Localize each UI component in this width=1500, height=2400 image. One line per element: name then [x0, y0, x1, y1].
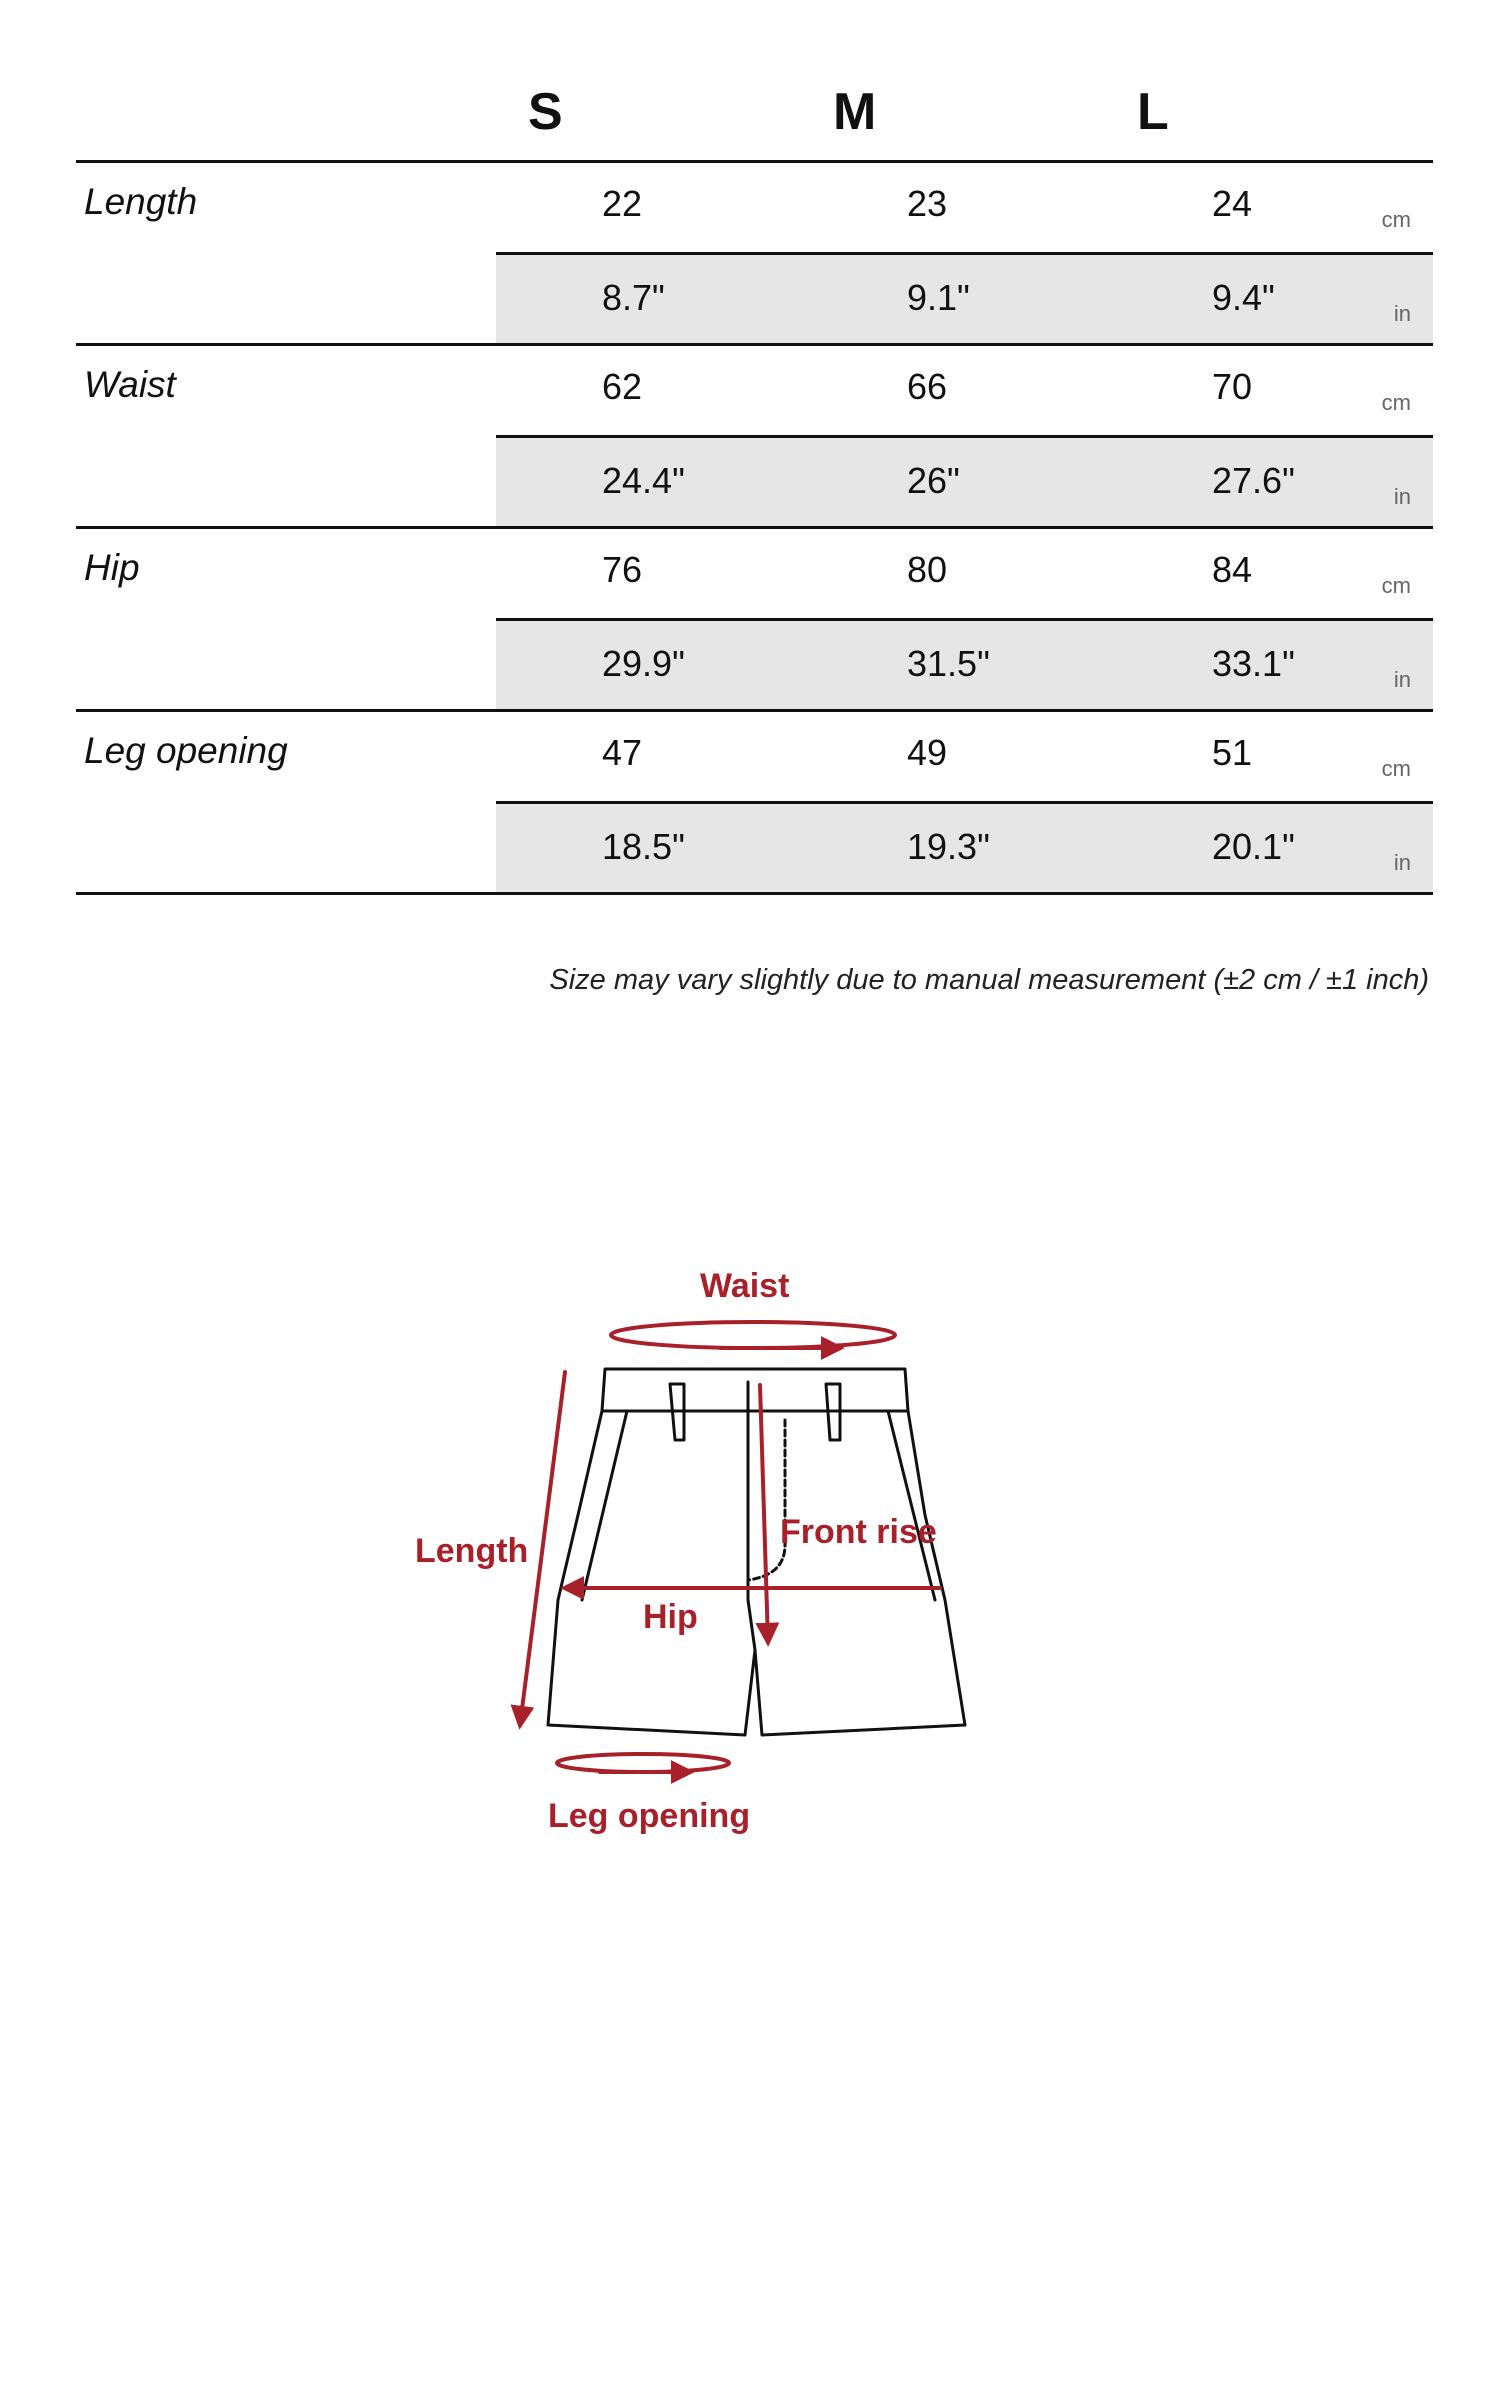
leg-opening-label: Leg opening — [548, 1797, 751, 1835]
measurement-label: Length — [84, 181, 198, 222]
hip-label: Hip — [643, 1598, 698, 1636]
unit-label-in: in — [1393, 850, 1411, 875]
value-cell: 29.9" — [602, 643, 685, 684]
value-cell: 24 — [1212, 183, 1253, 224]
value-cell: 22 — [602, 183, 643, 224]
value-cell: 26" — [907, 460, 960, 501]
value-cell: 9.1" — [907, 277, 970, 318]
size-header-m: M — [833, 83, 877, 141]
measurement-label: Leg opening — [84, 730, 288, 771]
unit-label-cm: cm — [1381, 756, 1411, 781]
value-cell: 49 — [907, 732, 948, 773]
size-header-l: L — [1137, 83, 1169, 141]
value-cell: 84 — [1212, 549, 1253, 590]
waist-label: Waist — [700, 1267, 790, 1305]
measurement-disclaimer: Size may vary slightly due to manual measurement (±2 cm / ±1 inch) — [549, 964, 1429, 996]
unit-label-cm: cm — [1381, 207, 1411, 232]
value-cell: 70 — [1212, 366, 1253, 407]
value-cell: 18.5" — [602, 826, 685, 867]
waist-loop-icon — [611, 1322, 895, 1348]
shorts-outline-icon — [548, 1369, 965, 1735]
value-cell: 20.1" — [1212, 826, 1295, 867]
size-header-s: S — [528, 83, 563, 141]
value-cell: 24.4" — [602, 460, 685, 501]
measurement-label: Hip — [84, 547, 140, 588]
unit-label-cm: cm — [1381, 573, 1411, 598]
value-cell: 8.7" — [602, 277, 665, 318]
length-label: Length — [415, 1532, 529, 1570]
front-rise-label: Front rise — [780, 1513, 937, 1551]
value-cell: 19.3" — [907, 826, 990, 867]
value-cell: 23 — [907, 183, 948, 224]
unit-label-in: in — [1393, 667, 1411, 692]
leg-opening-loop-icon — [557, 1754, 729, 1772]
value-cell: 31.5" — [907, 643, 990, 684]
value-cell: 62 — [602, 366, 643, 407]
value-cell: 47 — [602, 732, 643, 773]
value-cell: 9.4" — [1212, 277, 1275, 318]
value-cell: 51 — [1212, 732, 1253, 773]
value-cell: 27.6" — [1212, 460, 1295, 501]
unit-label-in: in — [1393, 484, 1411, 509]
value-cell: 76 — [602, 549, 643, 590]
unit-label-cm: cm — [1381, 390, 1411, 415]
measurement-label: Waist — [84, 364, 176, 405]
value-cell: 33.1" — [1212, 643, 1295, 684]
unit-label-in: in — [1393, 301, 1411, 326]
value-cell: 80 — [907, 549, 948, 590]
value-cell: 66 — [907, 366, 948, 407]
